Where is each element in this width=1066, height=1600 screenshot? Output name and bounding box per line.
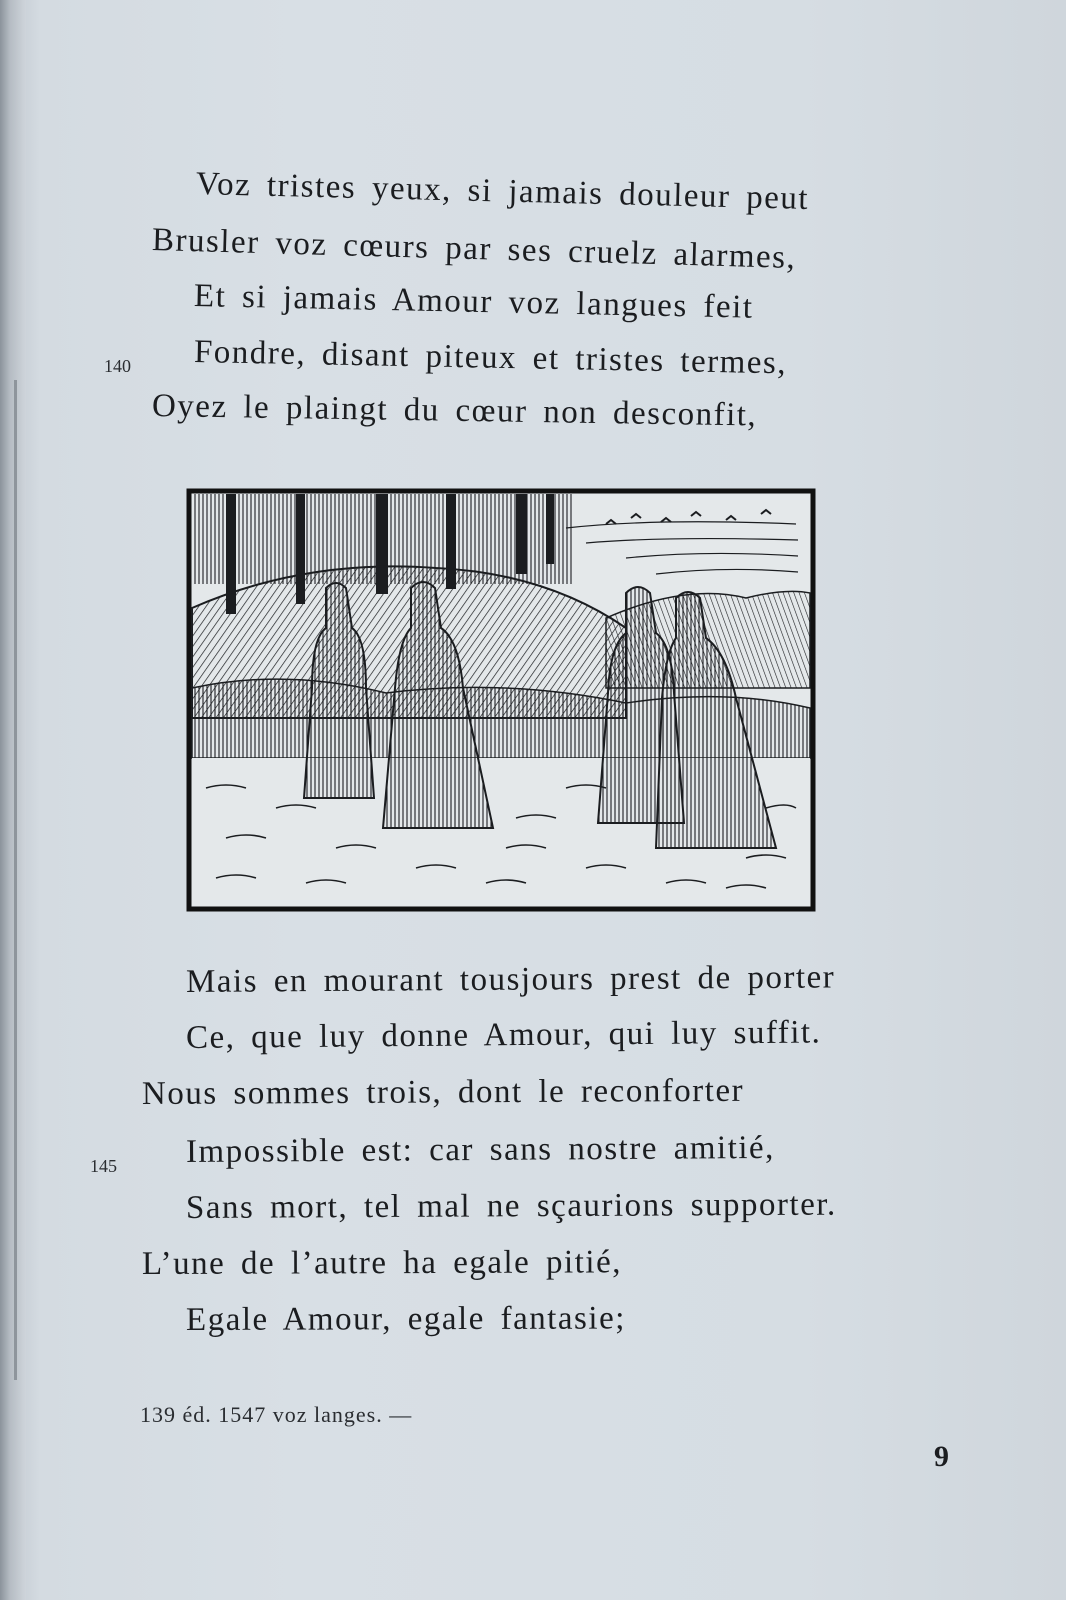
verse-line: Nous sommes trois, dont le reconforter xyxy=(141,1072,745,1112)
verse-line: Oyez le plaingt du cœur non desconfit, xyxy=(151,388,758,434)
line-number: 140 xyxy=(104,356,131,376)
show-through-mark xyxy=(820,250,880,270)
book-spine-shadow xyxy=(0,0,26,1600)
page-number: 9 xyxy=(934,1440,949,1473)
verse-line: Brusler voz cœurs par ses cruelz alarmes, xyxy=(151,222,797,276)
verse-line: Et si jamais Amour voz langues feit xyxy=(193,278,754,326)
footnote: 139 éd. 1547 voz langes. — xyxy=(140,1402,413,1427)
page-edge-line xyxy=(14,380,17,1380)
verse-line: Impossible est: car sans nostre amitié, xyxy=(185,1129,775,1170)
verse-line: Voz tristes yeux, si jamais douleur peut xyxy=(195,166,810,217)
verse-line: Ce, que luy donne Amour, qui luy suffit. xyxy=(185,1014,822,1056)
verse-line: Fondre, disant piteux et tristes termes, xyxy=(193,334,788,382)
verse-line: L’une de l’autre ha egale pitié, xyxy=(141,1244,622,1282)
verse-line: Sans mort, tel mal ne sçaurions supporter. xyxy=(185,1186,837,1226)
woodcut-illustration xyxy=(186,488,816,912)
verse-line: Egale Amour, egale fantasie; xyxy=(185,1300,626,1338)
line-number: 145 xyxy=(90,1156,117,1176)
verse-line: Mais en mourant tousjours prest de porter xyxy=(185,959,836,1000)
